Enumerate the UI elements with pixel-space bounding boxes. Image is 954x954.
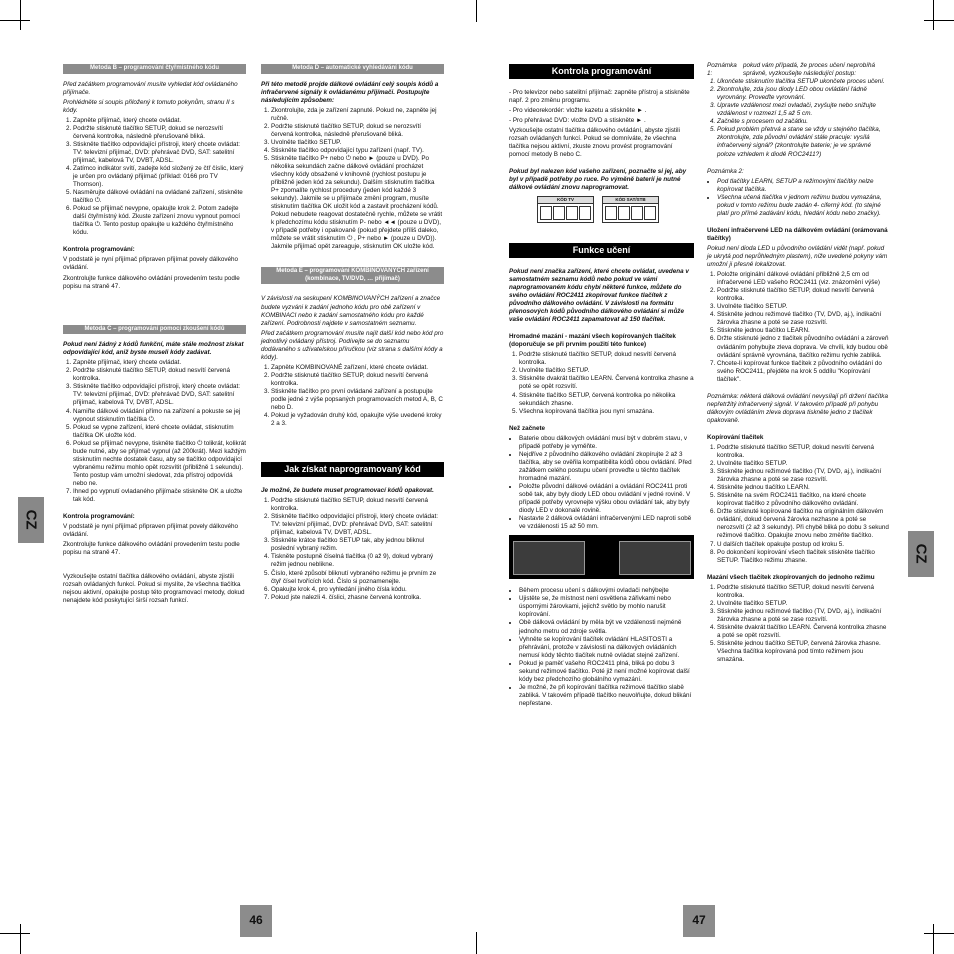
subheading: Než začnete <box>509 424 546 432</box>
code-notes-figure <box>537 196 694 223</box>
steps-list <box>261 364 444 428</box>
subheading: Mazání všech tlačítek zkopírovaných do jednoho režimu <box>707 573 875 581</box>
list-item: 3. Uvolněte tlačítko SETUP. <box>271 139 444 147</box>
list-item: 1. Zapněte přijímač, který chcete ovládat. <box>73 117 246 125</box>
remotes-illustration <box>509 535 694 579</box>
list-item: 5. Stiskněte na svém ROC2411 tlačítko, na které chcete kopírovat tlačítko z původního dálkového ovládání. <box>717 492 890 508</box>
list-item: • Obě dálková ovládání by měla být ve vzdálenosti nejméně jednoho metru od zdroje světla. <box>519 619 694 635</box>
list-line: - Pro přehrávač DVD: vložte DVD a stiskněte ► . <box>509 116 646 124</box>
list-item: 5. Pokud problém přetrvá a stane se vždy u stejného tlačítka, zkontrolujte, zda původní ovládání stále pracuje: vysílá infračervený signál? (zkontrolujte baterie; je ve správné poloze vzhledem k diodě ROC2411?) <box>717 126 890 158</box>
list-item: 5. Stiskněte jednou tlačítko SETUP, červená žárovka zhasne. Všechna tlačítka kopírovaná pod tímto režimem jsou smazána. <box>717 640 890 664</box>
column-4 <box>707 62 890 666</box>
list-item: 7. Pokud jste nalezli 4. číslici, zhasne červená kontrolka. <box>271 594 444 602</box>
crop-mark <box>0 20 30 21</box>
list-item: 1. Zapněte přijímač, který chcete ovládat. <box>73 359 246 367</box>
list-item: • Položte původní dálkové ovládání a ovládání ROC2411 proti sobě tak, aby byly diody LED obou ovládání v jedné rovině. V případě potřeby vyrovnejte výšku obou ovládání tak, aby byly diody LED v dokonalé rovině. <box>519 483 694 515</box>
list-item: 1. Podržte stisknuté tlačítko SETUP, dokud nesvítí červená kontrolka. <box>717 444 890 460</box>
list-item: • Pokud je paměť vašeho ROC2411 plná, bliká po dobu 3 sekund režimové tlačítko. Poté již není možné kopírovat další kódy bez předchozího globálního vymazání. <box>519 660 694 684</box>
list-item: 4. Zatímco indikátor svítí, zadejte kód složený ze čtř číslic, který je určen pro ovládaný přijímač (příklad: 0166 pro TV Thomson). <box>73 165 246 189</box>
note-text: pokud vám případá, že proces učení neprobíhá správně, vyzkoušejte následující postup: <box>743 62 875 78</box>
section-heading: Metoda E – programování KOMBINOVANÝCH zařízení (kombinace, TV/DVD, … přijímač) <box>261 267 444 284</box>
list-item: 2. Uvolněte tlačítko SETUP. <box>717 460 890 468</box>
language-tab-left: CZ <box>18 497 44 543</box>
list-item: 3. Stiskněte jednou režimové tlačítko (TV, DVD, aj.), indikační žárovka zhasne a poté se zase rozsvítí. <box>717 608 890 624</box>
note-1 <box>707 62 890 78</box>
paragraph: Pokud není žádný z kódů funkční, máte stále možnost získat odpovídající kód, aniž byste museli kódy zadávat. <box>63 341 244 357</box>
crop-mark <box>20 924 21 954</box>
crop-mark <box>0 933 30 934</box>
list-item: 1. Zkontrolujte, zda je zařízení zapnuté. Pokud ne, zapněte jej ručně. <box>271 107 444 123</box>
list-item: 3. Uvolněte tlačítko SETUP. <box>717 303 890 311</box>
bullet-list <box>509 435 694 532</box>
list-item: 2. Uvolněte tlačítko SETUP. <box>519 367 694 375</box>
list-item: 4. Stiskněte jednou režimové tlačítko (TV, DVD, aj.), indikační žárovka zhasne a poté se zase rozsvítí. <box>717 311 890 327</box>
paragraph: Je možné, že budete muset programovací kódů opakovat. <box>261 487 434 495</box>
crop-mark <box>476 932 477 954</box>
tv-code-label: KÓD TV <box>538 197 593 204</box>
list-item: 2. Zkontrolujte, zda jsou diody LED obou ovládání řádně vyrovnány. Proveďte vyrovnání. <box>717 86 890 102</box>
steps-list <box>63 359 246 504</box>
paragraph: Vyzkoušejte ostatní tlačítka dálkového ovládání, abyste zjistili rozsah ovládaných funkcí. Pokud si myslíte, že všechna tlačítka nejsou aktivní, opakujte postup této programovací metody, dokud nenajdete kód poskytující širší rozsah funkcí. <box>63 573 245 605</box>
list-item: 3. Stiskněte tlačítko odpovídající přístroji, který chcete ovládat: TV: televizní přijímač, DVD: přehrávač DVD, SAT: satelitní přijímač, kabelová TV, DVBT, ADSL. <box>73 141 246 165</box>
paragraph: Pokud byl nalezen kód vašeho zařízení, poznačte si jej, aby byl v případě potřeby po ruce. Po výměně baterií je nutné dálkové ovládání znovu naprogramovat. <box>509 168 687 192</box>
note-label: Poznámka 2: <box>707 167 744 175</box>
list-item: • Je možné, že při kopírování tlačítka režimové tlačítko slabě zabliká. V takovém případě tlačítko neuvolňujte, dokud blikání nepřestane. <box>519 684 694 708</box>
list-item: 2. Podržte stisknuté tlačítko SETUP, dokud nesvítí červená kontrolka. <box>717 287 890 303</box>
column-1 <box>63 62 246 607</box>
list-item: 2. Stiskněte tlačítko odpovídající přístroji, který chcete ovládat: TV: televizní přijímač, DVD: přehrávač DVD, SAT: satelitní přijímač, kabelová TV, DVBT, ADSL. <box>271 513 444 537</box>
list-item: 2. Podržte stisknuté tlačítko SETUP, dokud nesvítí červená kontrolka. <box>73 367 246 383</box>
list-item: 5. Stiskněte tlačítko P+ nebo ⏻ nebo ► (pouze u DVD). Po několika sekundách začne dálkové ovládání procházet všechny kódy obsažené v knihovně (rychlost postupu je přibližně jeden kód za sekundu). Dalším stisknutím tlačítka P+ zpomalíte rychlost procedury (jeden kód každé 3 sekundy). Jakmile se u přijímače změní program, musíte stisknutím tlačítka OK uložit kód a zastavit procházení kódů. Pokud nebudete reagovat dostatečně rychle, můžete se vrátit k předchozímu kódu stisknutím P- nebo ◄◄ (pouze u DVD), v případě potřeby i opakovaně (pokud přejdete příliš daleko, můžete se vrátit stisknutím ⏻ , P+ nebo ► (pouze u DVD)). Jakmile přijímač opět zareaguje, stisknutím OK uložte kód. <box>271 155 444 252</box>
list-item: • Během procesu učení s dálkovými ovladači nehýbejte <box>519 587 694 595</box>
list-item: 2. Podržte stisknuté tlačítko SETUP, dokud se nerozsvítí červená kontrolka, následně přerušovaně bliká. <box>271 123 444 139</box>
note-label: Poznámka 1: <box>707 62 737 78</box>
list-item: 6. Držte stisknuté kopírované tlačítko na originálním dálkovém ovládání, dokud červená žárovka nezhasne a poté se nerozsvítí (2 až 3 sekundy). Při chybě bliká po dobu 3 sekund režimové tlačítko. Opakujte znovu nebo změňte tlačítko. <box>717 508 890 540</box>
list-item: 1. Položte originální dálkové ovládání přibližně 2,5 cm od infračervené LED vašeho ROC2411 (viz. znázornění výše) <box>717 271 890 287</box>
section-heading: Jak získat naprogramovaný kód <box>261 462 444 477</box>
subheading: Hromadné mazání - mazání všech kopírovaných tlačítek (doporučuje se při prvním použití této funkce) <box>509 333 676 349</box>
list-item: 6. Pokud se přijímač nevypne, tiskněte tlačítko ⏻ tolikrát, kolikrát bude nutné, aby se přijímač vypnul (až 200krát). Mezi každým stisknutím nechte dostatek času, aby se tlačítko odpovídající vybranému režimu mohlo opět rozsvítit (přibližně 1 sekundu). Tento postup vám umožní sledovat, zda přístroj odpovídá nebo ne. <box>73 440 246 488</box>
list-item: 3. Stiskněte dvakrát tlačítko LEARN. Červená kontrolka zhasne a poté se opět rozsvítí. <box>519 375 694 391</box>
list-item: 1. Ukončete stisknutím tlačítka SETUP ukončete proces učení. <box>717 78 890 86</box>
list-line: - Pro videorekordér: vložte kazetu a stiskněte ► . <box>509 106 647 114</box>
list-item: 5. Stiskněte jednou tlačítko LEARN. <box>717 327 890 335</box>
list-item: 6. Držte stisknuté jedno z tlačítek původního ovládání a zároveň ovládáním pohybujte zleva doprava. Ve chvíli, kdy budou obě ovládání správně vyrovnána, tlačítko režimu rychle zabliká. <box>717 335 890 359</box>
list-item: 1. Podržte stisknuté tlačítko SETUP, dokud nesvítí červená kontrolka. <box>271 497 444 513</box>
crop-mark <box>933 0 934 30</box>
list-item: • Všechna učená tlačítka v jednom režimu budou vymazána, pokud v tomto režimu bude zadán 4- ciferný kód. (to stejné platí pro přímé zadávání kódu, hledání kódu nebo značky). <box>717 194 890 218</box>
list-item: 5. Pokud se vypne zařízení, které chcete ovládat, stisknutím tlačítka OK uložte kód. <box>73 424 246 440</box>
paragraph: Prohlédněte si soupis přiložený k tomuto pokynům, stranu II s kódy. <box>63 98 235 114</box>
subheading: Kontrola programování: <box>63 513 135 521</box>
steps-list <box>63 117 246 238</box>
steps-list <box>509 351 694 415</box>
sat-code-box <box>602 196 659 223</box>
column-2 <box>261 62 444 604</box>
paragraph: Vyzkoušejte ostatní tlačítka dálkového ovládání, abyste zjistili rozsah ovládaných funkcí. Pokud se domníváte, že všechna tlačítka nejsou aktivní, zkuste znovu provést programování pomocí metody B nebo C. <box>509 126 680 159</box>
list-item: 3. Stiskněte krátce tlačítko SETUP tak, aby jednou bliknul poslední vybraný režim. <box>271 537 444 553</box>
list-item: 4. Stiskněte tlačítko odpovídající typu zařízení (např. TV). <box>271 147 444 155</box>
paragraph: Před začátkem programování musíte vyhledat kód ovládaného přijímače. <box>63 80 238 96</box>
list-item: • Vyhněte se kopírování tlačítek ovládání HLASITOSTI a přehrávání, protože v závislosti na dálkových ovládáních nemusí kódy těchto tlačítek nutně ovládat stejné zařízení. <box>519 636 694 660</box>
crop-mark <box>20 0 21 30</box>
sat-code-label: KÓD SAT/STB <box>603 197 658 204</box>
list-item: 3. Stiskněte jednou režimové tlačítko (TV, DVD, aj.), indikační žárovka zhasne a poté se zase rozsvítí. <box>717 468 890 484</box>
crop-mark <box>476 0 477 22</box>
bullet-list <box>707 178 890 218</box>
list-item: • Ujistěte se, že místnost není osvětlena zářivkami nebo úspornými žárovkami, jejichž světlo by mohlo narušit kopírování. <box>519 595 694 619</box>
steps-list <box>261 497 444 602</box>
steps-list <box>707 444 890 565</box>
list-item: 3. Stiskněte tlačítko pro první ovládané zařízení a postupujte podle jedné z výše popsaných programovacích metod A, B, C nebo D. <box>271 388 444 412</box>
list-item: 4. Stiskněte jednou tlačítko LEARN. <box>717 484 890 492</box>
list-item: 5. Číslo, které způsobí bliknutí vybraného režimu je prvním ze čtyř čísel tvořících kód. Číslo si poznamenejte. <box>271 570 444 586</box>
list-item: 7. U dalších tlačítek opakujte postup od kroku 5. <box>717 541 890 549</box>
list-item: 4. Stiskněte dvakrát tlačítko LEARN. Červená kontrolka zhasne a poté se opět rozsvítí. <box>717 624 890 640</box>
list-item: 4. Pokud je vyžadován druhý kód, opakujte výše uvedené kroky 2 a 3. <box>271 412 444 428</box>
section-heading: Metoda C – programování pomocí zkoušení kódů <box>63 325 246 335</box>
list-item: 1. Podržte stisknuté tlačítko SETUP, dokud nesvítí červená kontrolka. <box>519 351 694 367</box>
subheading: Kontrola programování: <box>63 246 135 254</box>
page-number-left: 46 <box>240 905 272 937</box>
list-item: 1. Zapněte KOMBINOVANÉ zařízení, které chcete ovládat. <box>271 364 444 372</box>
list-item: 8. Po dokončení kopírování všech tlačítek stiskněte tlačítko SETUP. Tlačítko režimu zhasne. <box>717 549 890 565</box>
list-item: • Pod tlačítky LEARN, SETUP a režimovými tlačítky nelze kopírovat tlačítka. <box>717 178 890 194</box>
crop-mark <box>924 20 954 21</box>
paragraph: Pokud není značka zařízení, které chcete ovládat, uvedena v samostatném seznamu kódů nebo pokud ve vámi naprogramovaném kódu chybí některé funkce, můžete do svého ovládání ROC2411 zkopírovat funkce tlačítek z původního dálkového ovládání. V závislosti na formátu přenosových kódů původního dálkového ovládání si může vaše ovládání ROC2411 zapamatovat až 150 tlačítek. <box>509 267 689 324</box>
list-item: 1. Podržte stisknuté tlačítko SETUP, dokud nesvítí červená kontrolka. <box>717 584 890 600</box>
crop-mark <box>933 924 934 954</box>
section-heading: Metoda B – programování čtyřmístného kódu <box>63 64 246 74</box>
list-item: 4. Namiřte dálkové ovládání přímo na zařízení a pokuste se jej vypnout stisknutím tlačítka ⏻. <box>73 408 246 424</box>
page-number-right: 47 <box>683 905 715 937</box>
paragraph: Zkontrolujte funkce dálkového ovládání provedením testu podle popisu na straně 47. <box>63 274 240 290</box>
bullet-list <box>509 587 694 708</box>
steps-list <box>707 271 890 384</box>
column-3 <box>509 62 694 710</box>
list-item: 2. Podržte stisknuté tlačítko SETUP, dokud nesvítí červená kontrolka. <box>271 372 444 388</box>
language-tab-right: CZ <box>908 531 934 577</box>
crop-mark <box>924 933 954 934</box>
paragraph: V podstatě je nyní přijímač připraven přijímat povely dálkového ovládání. <box>63 256 239 272</box>
paragraph: Zkontrolujte funkce dálkového ovládání provedením testu podle popisu na straně 47. <box>63 541 240 557</box>
tv-code-box <box>537 196 594 223</box>
section-heading: Funkce učení <box>509 243 694 258</box>
list-item: 2. Uvolněte tlačítko SETUP. <box>717 600 890 608</box>
paragraph: V závislosti na seskupení KOMBINOVANÝCH zařízení a značce budete vyzváni k zadání jednoho kódu pro obě zařízení v KOMBINACI nebo k zadání samostatného kódu pro každé zařízení. Podrobnosti najdete v samostatném seznamu. <box>261 295 441 327</box>
steps-list <box>707 584 890 664</box>
list-item: 6. Opakujte krok 4, pro vyhledání jiného čísla kódu. <box>271 586 444 594</box>
list-item: 4. Začněte s procesem od začátku. <box>717 118 890 126</box>
section-heading: Metoda D – automatické vyhledávání kódu <box>261 64 444 74</box>
list-item: 5. Nasměrujte dálkové ovládání na ovládané zařízení, stiskněte tlačítko ⏻. <box>73 189 246 205</box>
steps-list <box>261 107 444 252</box>
paragraph: Poznámka: některá dálková ovládání nevysílají při držení tlačítka nepřetržitý infračervený signál. V takovém případě při pohybu dálkovým ovládáním zleva doprava tiskněte jedno z tlačítek opakovaně. <box>707 392 888 424</box>
subheading: Uložení infračervené LED na dálkovém ovládání (orámovaná tlačítky) <box>707 226 888 242</box>
steps-list <box>707 78 890 158</box>
list-item: • Nastavte 2 dálková ovládání infračervenými LED naproti sobě ve vzdálenosti 15 až 50 mm. <box>519 515 694 531</box>
list-item: • Nejdříve z původního dálkového ovládání zkopírujte 2 až 3 tlačítka, aby se ověřila kompatibilita kódů obou ovládání. Před zažátkem celého postupu učení proveďte u těchto tlačítek hromadné mazání. <box>519 451 694 483</box>
list-item: • Baterie obou dálkových ovládání musí být v dobrém stavu, v případě potřeby je vyměňte. <box>519 435 694 451</box>
list-item: 7. Chcete-li kopírovat funkce tlačítek z původního ovládání do svého ROC2411, přejděte na krok 5 oddílu "Kopírování tlačítek". <box>717 360 890 384</box>
paragraph: V podstatě je nyní přijímač připraven přijímat povely dálkového ovládání. <box>63 523 239 539</box>
list-item: 3. Stiskněte tlačítko odpovídající přístroji, který chcete ovládat: TV: televizní přijímač, DVD: přehrávač DVD, SAT: satelitní přijímač, kabelová TV, DVBT, ADSL. <box>73 383 246 407</box>
paragraph: Pokud není dioda LED u původního ovládání vidět (např. pokud je ukrytá pod neprůhledným plastem), níže uvedené pokyny vám umožní ji přesně lokalizovat. <box>707 244 888 269</box>
list-item: 7. Ihned po vypnutí ovladaného přijímače stiskněte OK a uložte tak kód. <box>73 488 246 504</box>
list-item: 4. Tiskněte postupně číselná tlačítka (0 až 9), dokud vybraný režim jednou neblikne. <box>271 553 444 569</box>
paragraph: Před začátkem programování musíte najít další kód nebo kód pro jednotlivý ovládaný přístroj. Podívejte se do seznamu dodávaného s uživatelskou příručkou (viz strana s dalšími kódy a kódy). <box>261 329 444 361</box>
list-item: 2. Podržte stisknuté tlačítko SETUP, dokud se nerozsvítí červená kontrolka, následně přerušovaně bliká. <box>73 125 246 141</box>
subheading: Kopírování tlačítek <box>707 433 764 441</box>
section-heading: Kontrola programování <box>509 64 694 79</box>
list-item: 3. Upravte vzdálenost mezi ovladači, zvyšujte nebo snižujte vzdálenost v rozmezí 1,5 až 5 cm. <box>717 102 890 118</box>
list-item: 5. Všechna kopírovaná tlačítka jsou nyní smazána. <box>519 408 694 416</box>
paragraph: Při této metodě projde dálkové ovládání celý soupis kódů a infračervené signály k ovládanému přijímači. Postupujte následujícím způsobem: <box>261 80 439 104</box>
list-line: - Pro televizor nebo satelitní přijímač: zapněte přístroj a stiskněte např. 2 pro změnu programu. <box>509 88 690 104</box>
list-item: 4. Stiskněte tlačítko SETUP, červená kontrolka po několika sekundách zhasne. <box>519 392 694 408</box>
list-item: 6. Pokud se přijímač nevypne, opakujte krok 2. Potom zadejte další čtyřmístný kód. Zkuste zařízení znovu vypnout pomocí tlačítka ⏻. Tento postup opakujte u každého čtyřmístného kódu. <box>73 205 246 237</box>
